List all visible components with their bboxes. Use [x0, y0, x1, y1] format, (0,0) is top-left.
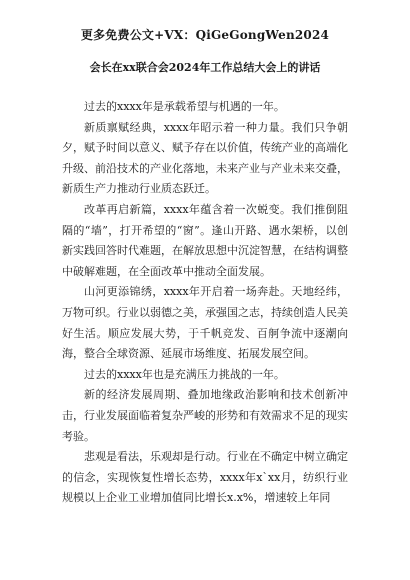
document-title: 会长在xx联合会2024年工作总结大会上的讲话: [89, 61, 321, 74]
paragraph: 山河更添锦绣，xxxx年开启着一场奔赴。天地经纬，万物可织。行业以弱德之美，承强国之志，持续创造人民美好生活。顺应发展大势，于千帆竞发、百舸争流中逐潮向海，整合全球资源、延展市场维度、拓展发展空间。: [62, 285, 348, 361]
paragraph: 改革再启新篇，xxxx年蕴含着一次蜕变。我们推倒阻隔的“墙”，打开希望的“窗”。逢山开路、遇水架桥，以创新实践回答时代难题，在解放思想中沉淀智慧，在结构调整中破解难题，在全面改革中推动全面发展。: [62, 202, 348, 278]
paragraph: 过去的xxxx年是承载希望与机遇的一年。: [84, 100, 285, 113]
paragraph: 悲观是看法，乐观却是行动。行业在不确定中树立确定的信念，实现恢复性增长态势，xxxx年x`xx月，纺织行业规模以上企业工业增加值同比增长x.x%，增速较上年同: [62, 450, 348, 505]
header-banner: 更多免费公文+VX：QiGeGongWen2024: [80, 28, 330, 42]
paragraph: 新的经济发展周期、叠加地缘政治影响和技术创新冲击，行业发展面临着复杂严峻的形势和有效需求不足的现实考验。: [62, 388, 348, 443]
paragraph: 过去的xxxx年也是充满压力挑战的一年。: [84, 367, 285, 381]
paragraph: 新质禀赋经典，xxxx年昭示着一种力量。我们只争朝夕，赋予时间以意义、赋予存在以价值，传统产业的高端化升级、前沿技术的产业化落地，未来产业与产业未来交叠，新质生产力推动行业质态跃迁。: [62, 120, 348, 196]
document-body: [62, 97, 348, 509]
